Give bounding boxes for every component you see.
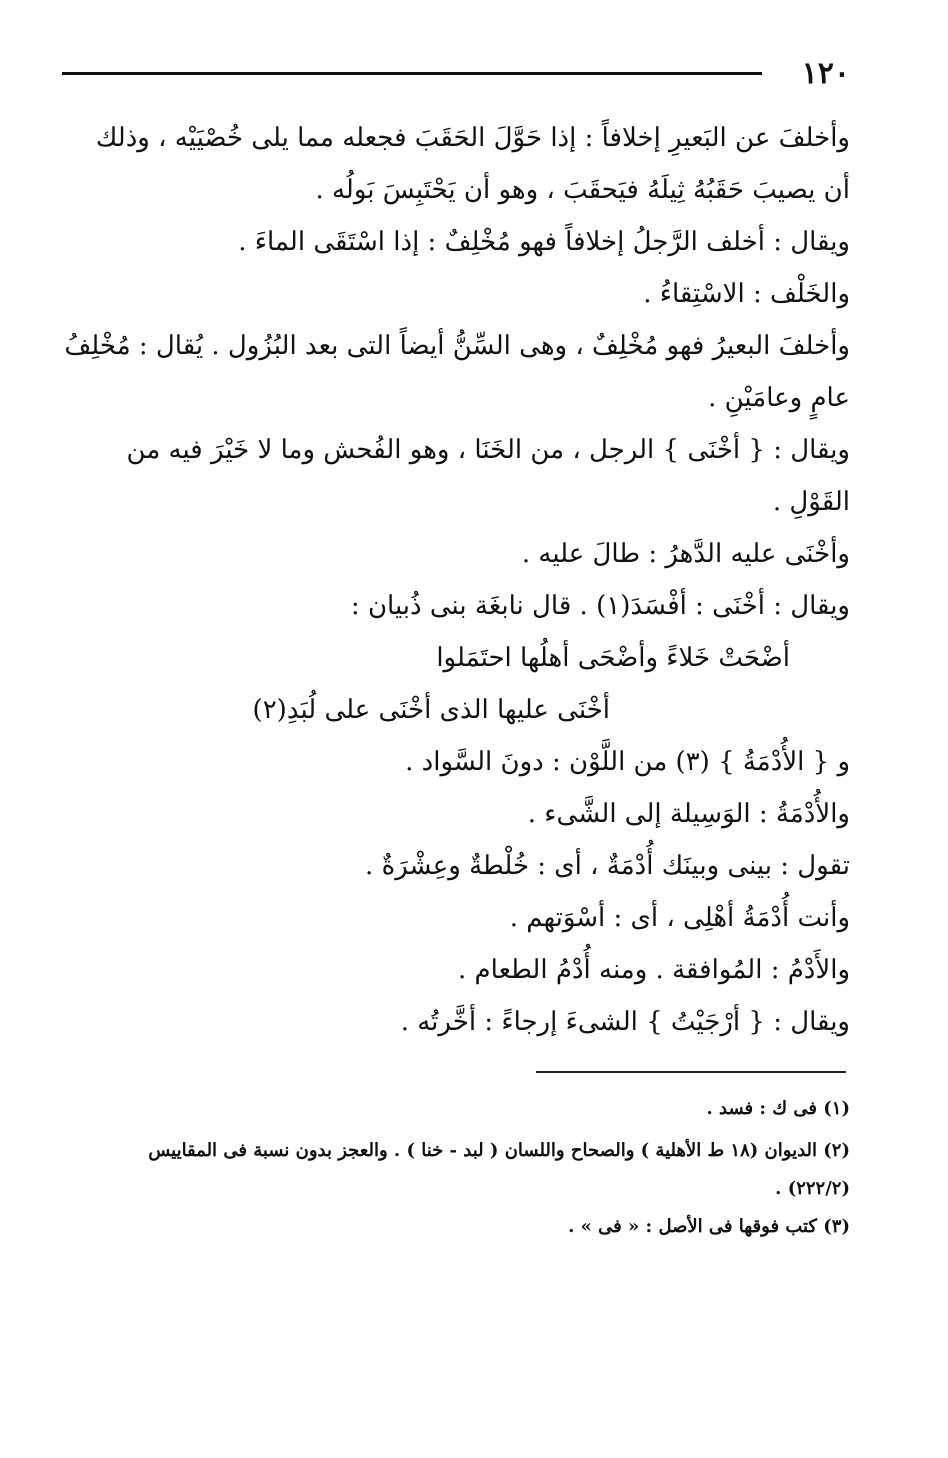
text-line: ويقال : أخْنَى : أفْسَدَ(١) . قال نابغَة بنى ذُبيان : — [350, 591, 850, 621]
text-line: وأنت أُدْمَةُ أهْلِى ، أى : أسْوَتهم . — [509, 903, 850, 933]
footnote: (١) فى ك : فسد . — [706, 1098, 850, 1119]
footnotes — [56, 1090, 850, 1246]
text-line: عامٍ وعامَيْنِ . — [708, 383, 850, 413]
footnote-separator — [536, 1071, 846, 1073]
header-rule — [62, 72, 762, 75]
text-line: ويقال : أخلف الرَّجلُ إخلافاً فهو مُخْلِفٌ : إذا اسْتَقَى الماءَ . — [238, 227, 850, 257]
verse-first-hemistich: أضْحَتْ خَلاءً وأضْحَى أهلُها احتَمَلوا — [436, 643, 790, 673]
text-line: والخَلْف : الاسْتِقاءُ . — [643, 279, 850, 309]
verse-second-hemistich: أخْنَى عليها الذى أخْنَى على لُبَدِ(٢) — [252, 695, 610, 725]
text-line: وأخلفَ عن البَعيرِ إخلافاً : إذا حَوَّلَ الحَقَبَ فجعله مما يلى خُصْيَيْه ، وذلك — [95, 123, 850, 153]
text-line: والأَدْمُ : المُوافقة . ومنه أُدْمُ الطعام . — [458, 955, 850, 985]
text-line: تقول : بينى وبينَك أُدْمَةٌ ، أى : خُلْطةٌ وعِشْرَةٌ . — [365, 851, 850, 881]
text-line: و { الأُدْمَةُ } (٣) من اللَّوْن : دونَ السَّواد . — [405, 747, 850, 777]
text-line: والأُدْمَةُ : الوَسِيلة إلى الشَّىء . — [527, 799, 850, 829]
text-line: وأخلفَ البعيرُ فهو مُخْلِفٌ ، وهى السِّنُّ أيضاً التى بعد البُزُول . يُقال : مُخْلِفُ — [64, 331, 850, 361]
text-line: أن يصيبَ حَقَبُهُ ثِيلَهُ فيَحقَبَ ، وهو أن يَحْتَبِسَ بَولُه . — [315, 175, 850, 205]
footnote: (٣) كتب فوقها فى الأصل : « فى » . — [568, 1216, 850, 1237]
footnote: (٢) الديوان (١٨ ط الأهلية ) والصحاح واللسان ( لبد - خنا ) . والعجز بدون نسبة فى المقاييس — [148, 1140, 850, 1161]
page-header — [62, 54, 850, 94]
footnote-continuation: (٢٢٢/٢) . — [775, 1178, 850, 1199]
text-line: ويقال : { أخْنَى } الرجل ، من الخَنَا ، وهو الفُحش وما لا خَيْرَ فيه من — [126, 435, 850, 465]
text-line: وأخْنَى عليه الدَّهرُ : طالَ عليه . — [521, 539, 850, 569]
page-number: ١٢٠ — [801, 56, 850, 91]
text-line: ويقال : { أرْجَيْتُ } الشىءَ إرجاءً : أخَّرتُه . — [400, 1007, 850, 1037]
page-body — [56, 112, 850, 1048]
text-line: القَوْلِ . — [772, 487, 850, 517]
